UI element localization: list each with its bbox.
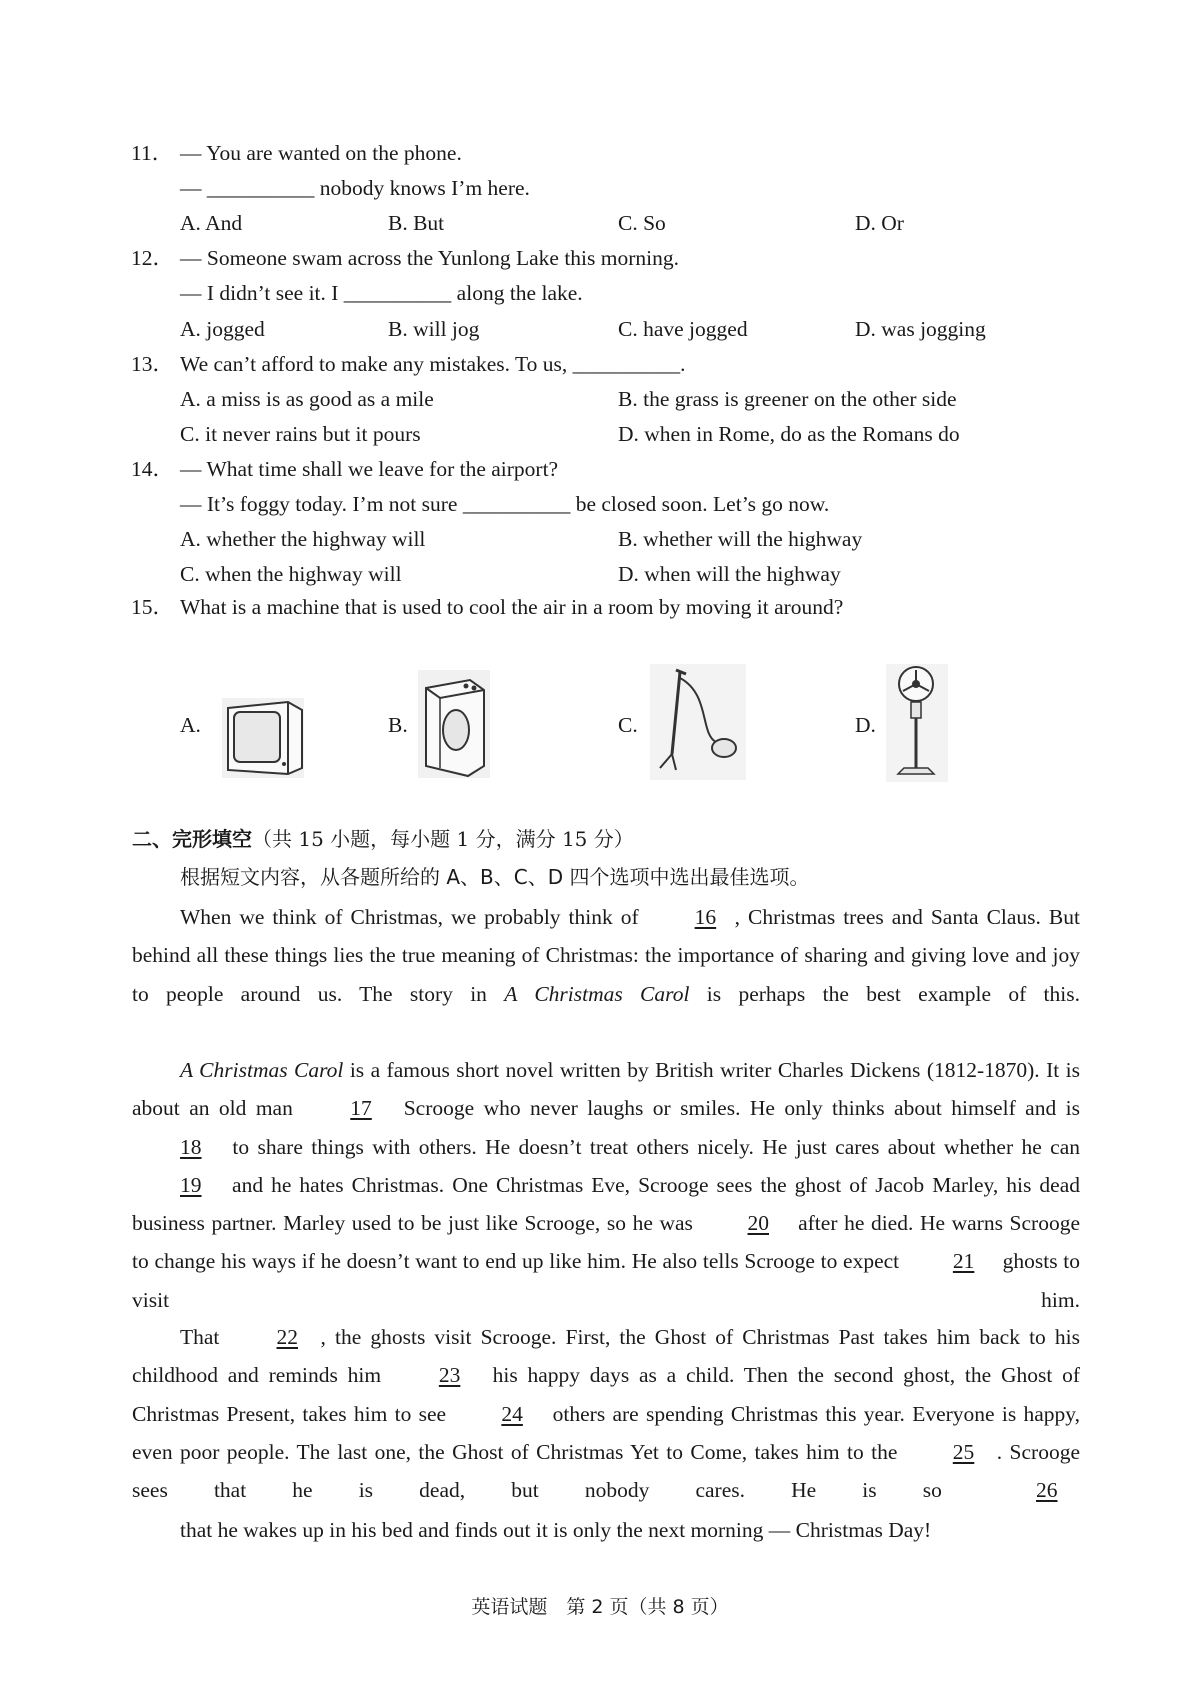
question-stem: — What time shall we leave for the airport? xyxy=(180,457,559,481)
question-stem: — Someone swam across the Yunlong Lake this morning. xyxy=(180,246,680,270)
question-stem: — It’s foggy today. I’m not sure __________ be closed soon. Let’s go now. xyxy=(180,492,830,516)
option-b[interactable]: B. xyxy=(388,713,408,737)
tv-icon[interactable] xyxy=(218,690,310,787)
option-d[interactable]: D. when in Rome, do as the Romans do xyxy=(618,422,960,446)
option-c[interactable]: C. So xyxy=(618,211,666,235)
option-a[interactable]: A. a miss is as good as a mile xyxy=(180,387,434,411)
section-title: 二、完形填空 xyxy=(132,827,252,851)
passage-text: others are spending Christmas this year. Everyone is happy, even poor people. The last one, the Ghost of Christmas Yet to Come, takes him to the xyxy=(132,1401,1080,1464)
option-d[interactable]: D. when will the highway xyxy=(618,562,841,586)
passage-text: his happy days as a child. Then the second ghost, the Ghost of Christmas Present, takes him to see xyxy=(132,1363,1081,1426)
option-b[interactable]: B. will jog xyxy=(388,317,480,341)
question-number: 11． xyxy=(131,141,174,165)
blank-24[interactable]: 24 xyxy=(501,1401,523,1426)
page-footer: 英语试题 第 2 页（共 8 页） xyxy=(471,1596,729,1618)
option-c[interactable]: C. xyxy=(618,713,638,737)
question-stem: — __________ nobody knows I’m here. xyxy=(180,176,530,200)
question-stem: What is a machine that is used to cool the air in a room by moving it around? xyxy=(180,595,844,619)
question-stem: — I didn’t see it. I __________ along the lake. xyxy=(180,281,583,305)
passage-text: ghosts to visit him. xyxy=(132,1249,1081,1312)
question-number: 13． xyxy=(131,352,175,376)
passage-text: , Christmas trees and Santa Claus. But behind all these things lies the true meaning of Christmas: the importance of sharing and giving love and joy to people around us. The story in xyxy=(132,905,1080,1006)
question-number: 12． xyxy=(131,246,175,270)
option-b[interactable]: B. whether will the highway xyxy=(618,527,863,551)
option-d[interactable]: D. xyxy=(855,713,876,737)
blank-17[interactable]: 17 xyxy=(350,1096,372,1121)
question-stem: — You are wanted on the phone. xyxy=(180,141,462,165)
blank-18[interactable]: 18 xyxy=(180,1134,202,1159)
passage-text: Scrooge who never laughs or smiles. He only thinks about himself and is xyxy=(394,1096,1080,1121)
passage-paragraph-1 xyxy=(132,898,1080,1013)
novel-title: A Christmas Carol xyxy=(180,1058,344,1082)
blank-21[interactable]: 21 xyxy=(952,1249,975,1274)
option-a[interactable]: A. And xyxy=(180,211,243,235)
passage-text: and he hates Christmas. One Christmas Eve, Scrooge sees the ghost of Jacob Marley, his dead business partner. Marley used to be just like Scrooge, so he was xyxy=(132,1172,1080,1236)
passage-text: . Scrooge sees that he is dead, but nobody cares. He is so xyxy=(132,1439,1081,1503)
option-b[interactable]: B. But xyxy=(388,211,445,235)
question-number: 15． xyxy=(131,595,175,619)
passage-paragraph-3 xyxy=(132,1318,1080,1509)
passage-text: When we think of Christmas, we probably think of xyxy=(180,905,647,929)
passage-paragraph-3-end: that he wakes up in his bed and finds out it is only the next morning — Christmas Day! xyxy=(180,1518,932,1542)
section-note: （共 15 小题，每小题 1 分，满分 15 分） xyxy=(252,827,634,851)
passage-text: after he died. He warns Scrooge to change his ways if he doesn’t want to end up like him. He also tells Scrooge to expect xyxy=(132,1211,1080,1274)
passage-text: , the ghosts visit Scrooge. First, the Ghost of Christmas Past takes him back to his childhood and reminds him xyxy=(132,1325,1080,1388)
blank-25[interactable]: 25 xyxy=(952,1439,975,1464)
option-d[interactable]: D. was jogging xyxy=(855,317,986,341)
passage-text: is perhaps the best example of this. xyxy=(689,981,1080,1006)
question-number: 14． xyxy=(131,457,175,481)
vacuum-cleaner-icon[interactable] xyxy=(650,664,746,785)
option-c[interactable]: C. have jogged xyxy=(618,317,748,341)
option-c[interactable]: C. it never rains but it pours xyxy=(180,422,421,446)
blank-19[interactable]: 19 xyxy=(180,1172,202,1197)
passage-text: That xyxy=(180,1325,229,1349)
section-heading xyxy=(132,824,634,854)
option-c[interactable]: C. when the highway will xyxy=(180,562,402,586)
passage-text: to share things with others. He doesn’t treat others nicely. He just cares about whether he can xyxy=(224,1134,1080,1159)
option-a[interactable]: A. xyxy=(180,713,201,737)
blank-20[interactable]: 20 xyxy=(747,1211,770,1236)
blank-26[interactable]: 26 xyxy=(1036,1478,1058,1503)
passage-paragraph-2 xyxy=(132,1051,1080,1319)
option-d[interactable]: D. Or xyxy=(855,211,904,235)
question-stem: We can’t afford to make any mistakes. To us, __________. xyxy=(180,352,686,376)
electric-fan-icon[interactable] xyxy=(886,664,948,787)
option-b[interactable]: B. the grass is greener on the other side xyxy=(618,387,957,411)
novel-title: A Christmas Carol xyxy=(504,981,690,1006)
blank-23[interactable]: 23 xyxy=(438,1363,461,1388)
blank-22[interactable]: 22 xyxy=(276,1325,299,1349)
passage-text: is a famous short novel written by British writer Charles Dickens (1812-1870). It is about an old man xyxy=(132,1058,1080,1121)
washing-machine-icon[interactable] xyxy=(418,668,490,785)
section-instruction: 根据短文内容，从各题所给的 A、B、C、D 四个选项中选出最佳选项。 xyxy=(180,865,810,889)
option-a[interactable]: A. whether the highway will xyxy=(180,527,426,551)
option-a[interactable]: A. jogged xyxy=(180,317,265,341)
blank-16[interactable]: 16 xyxy=(694,905,717,929)
